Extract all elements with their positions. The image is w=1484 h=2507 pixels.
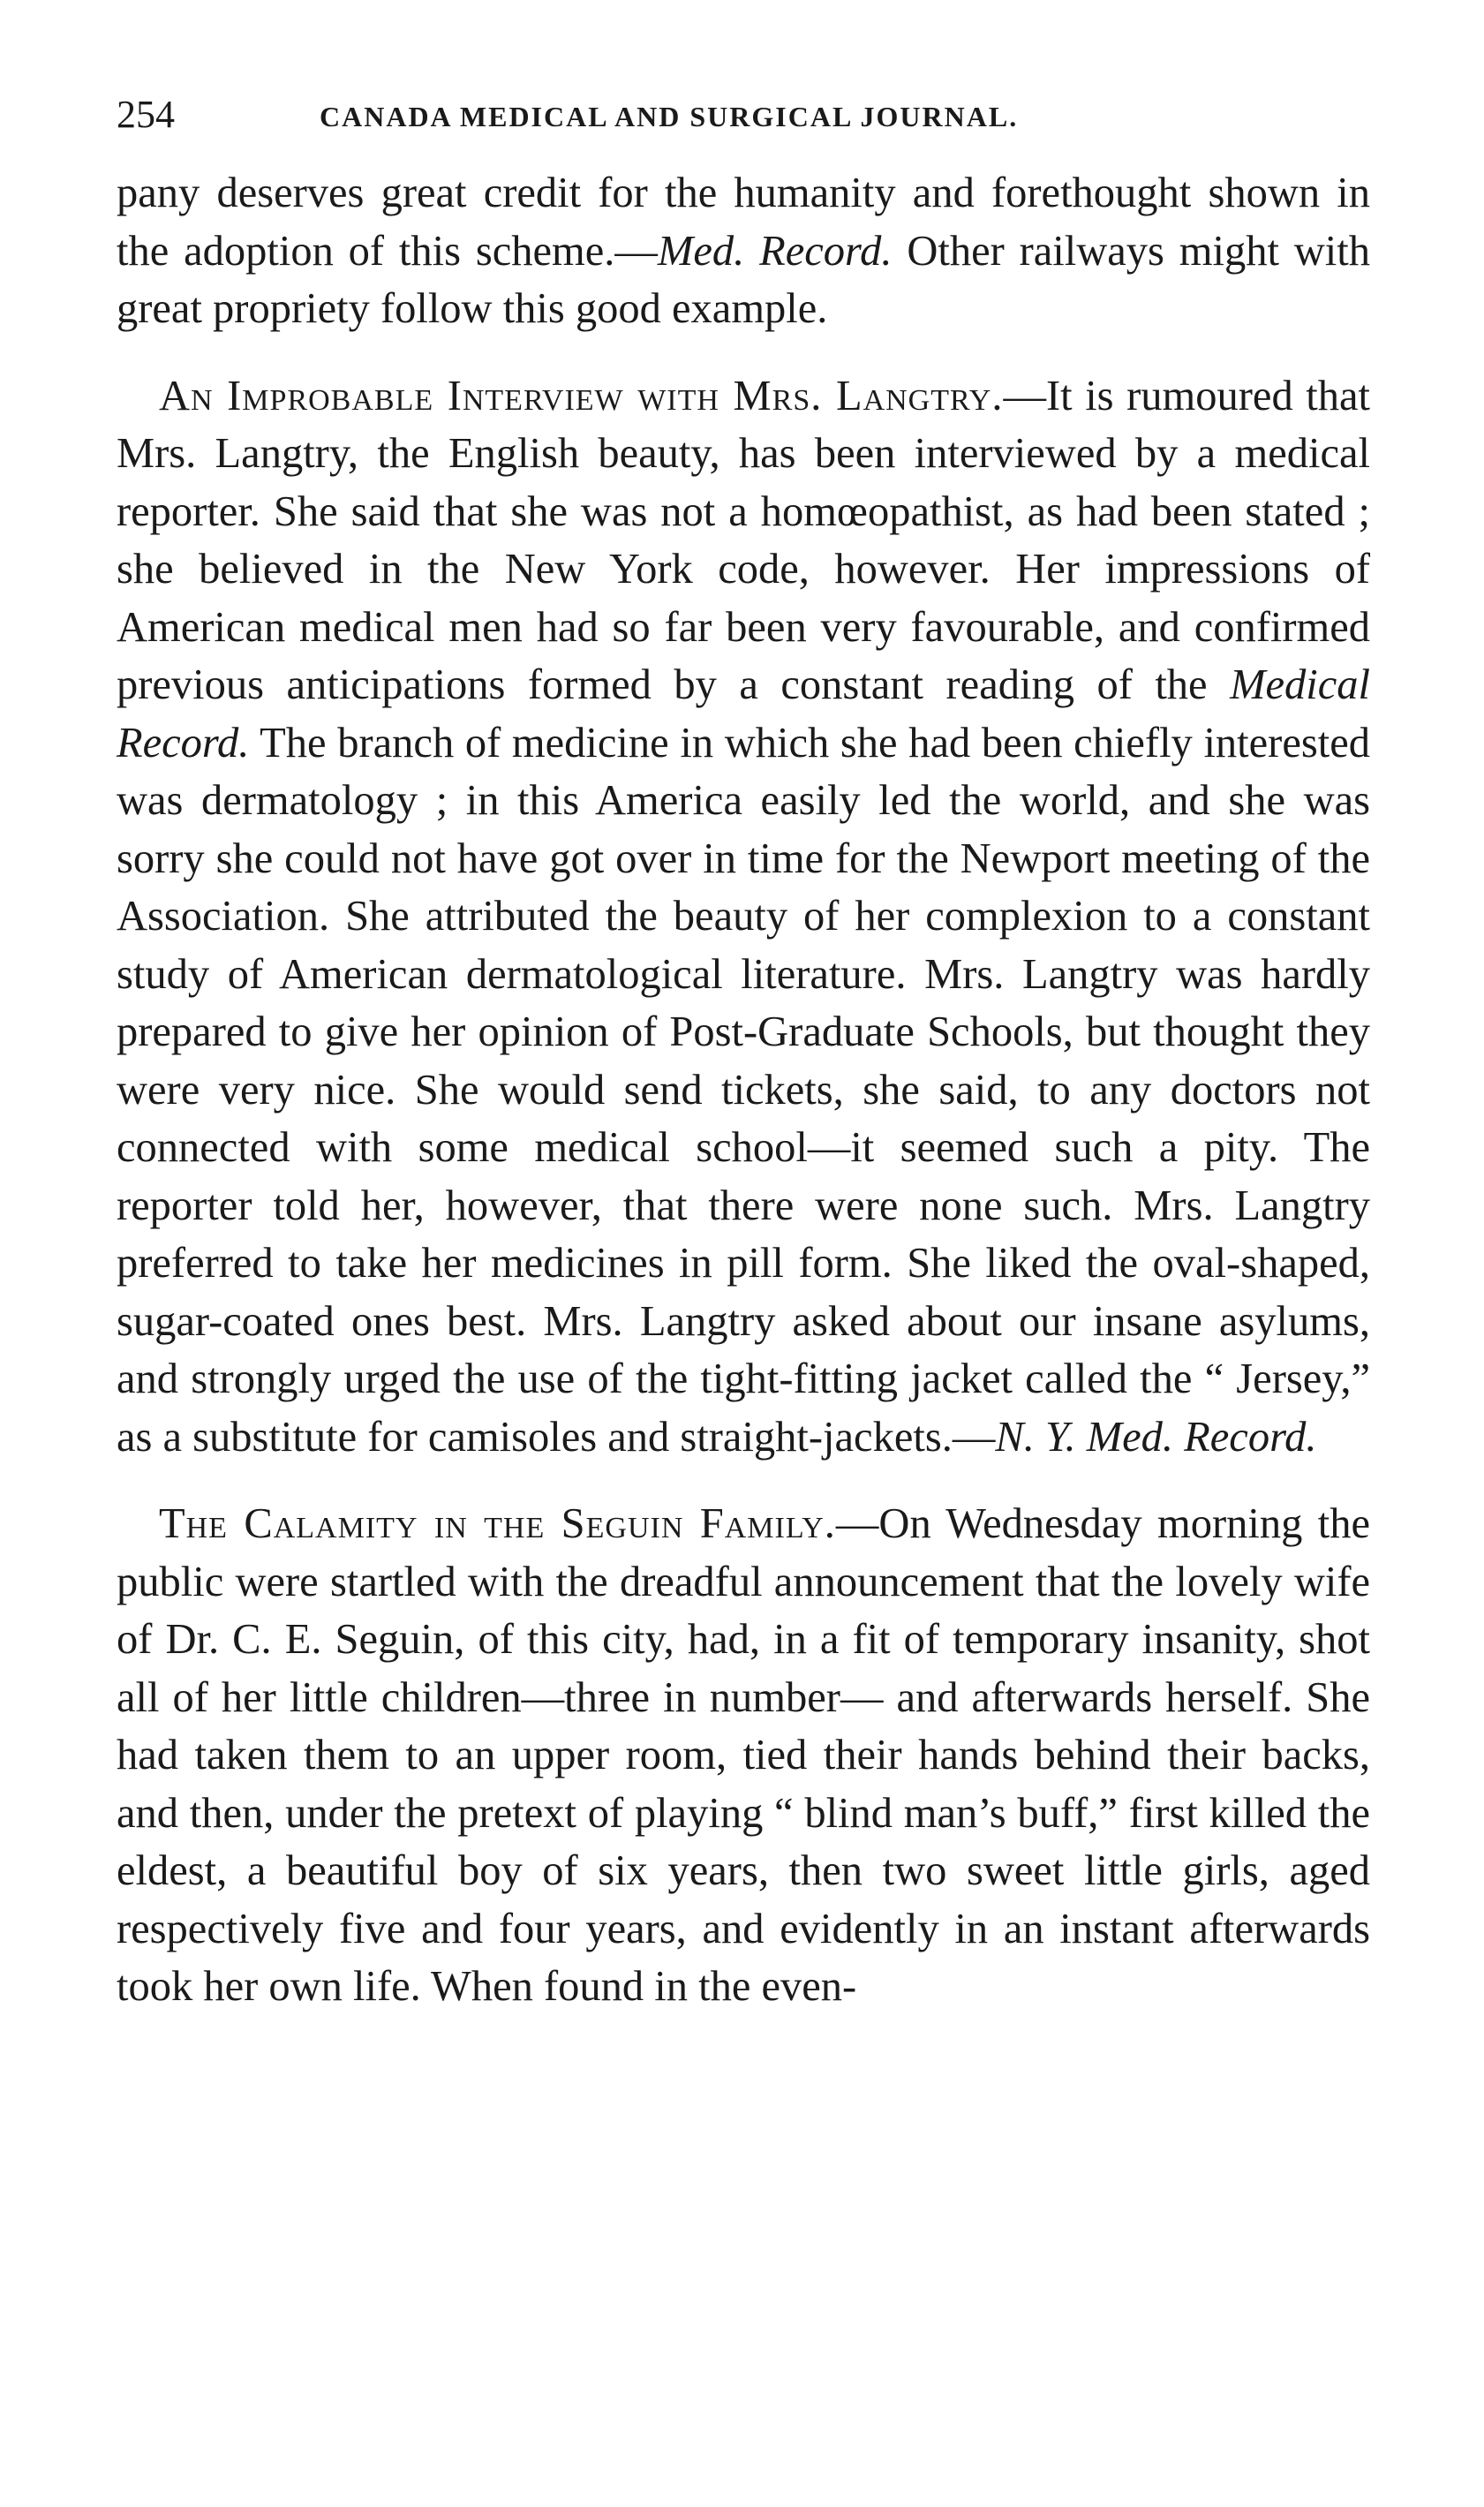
paragraph-text: —It is rumoured that Mrs. Langtry, the English beauty, has been interviewed by a medical reporter. She said that she was not a homœopathist, as had been stated ; she believed in the New York code, however. Her impressions of American medical men had so far been very favourable, and confirmed previous anticipations formed by a constant reading of the: [117, 372, 1370, 708]
paragraph-text: —On Wednesday morning the public were startled with the dreadful announcement that the lovely wife of Dr. C. E. Seguin, of this city, had, in a fit of temporary insanity, shot all of her little children—three in number— and afterwards herself. She had taken them to an upper room, tied their hands behind their backs, and then, under the pretext of playing “ blind man’s buff,” first killed the eldest, a beautiful boy of six years, then two sweet little girls, aged respectively five and four years, and evidently in an instant afterwards took her own life. When found in the even-: [117, 1500, 1370, 2010]
journal-page: [117, 88, 1370, 2016]
paragraph-langtry-interview: [117, 367, 1370, 1467]
article-body: [117, 164, 1370, 2016]
page-number: 254: [117, 93, 175, 136]
paragraph-continuation: [117, 164, 1370, 338]
paragraph-text: pany deserves great credit for the humanity and forethought shown in the adoption of this scheme.—: [117, 170, 1370, 275]
headline-seguin: The Calamity in the Seguin Family.: [159, 1500, 836, 1547]
citation-ny-med-record: N. Y. Med. Record.: [995, 1413, 1317, 1461]
citation-medical-record: Medical Record.: [117, 661, 1370, 766]
headline-langtry: An Improbable Interview with Mrs. Langtry.: [159, 372, 1004, 419]
page-header: [117, 88, 1370, 150]
paragraph-text-continued: The branch of medicine in which she had been chiefly interested was dermatology ; in this America easily led the world, and she was sorry she could not have got over in time for the Newport meeting of the Association. She attributed the beauty of her complexion to a constant study of American dermatological literature. Mrs. Langtry was hardly prepared to give her opinion of Post-Graduate Schools, but thought they were very nice. She would send tickets, she said, to any doctors not connected with some medical school—it seemed such a pity. The reporter told her, however, that there were none such. Mrs. Langtry preferred to take her medicines in pill form. She liked the oval-shaped, sugar-coated ones best. Mrs. Langtry asked about our insane asylums, and strongly urged the use of the tight-fitting jacket called the “ Jersey,” as a substitute for camisoles and straight-jackets.—: [117, 719, 1370, 1461]
paragraph-seguin-calamity: [117, 1495, 1370, 2016]
paragraph-text-end: Other railways might with great propriety follow this good example.: [117, 227, 1371, 332]
running-title: CANADA MEDICAL AND SURGICAL JOURNAL.: [320, 101, 1019, 132]
citation-med-record: Med. Record.: [657, 227, 893, 275]
